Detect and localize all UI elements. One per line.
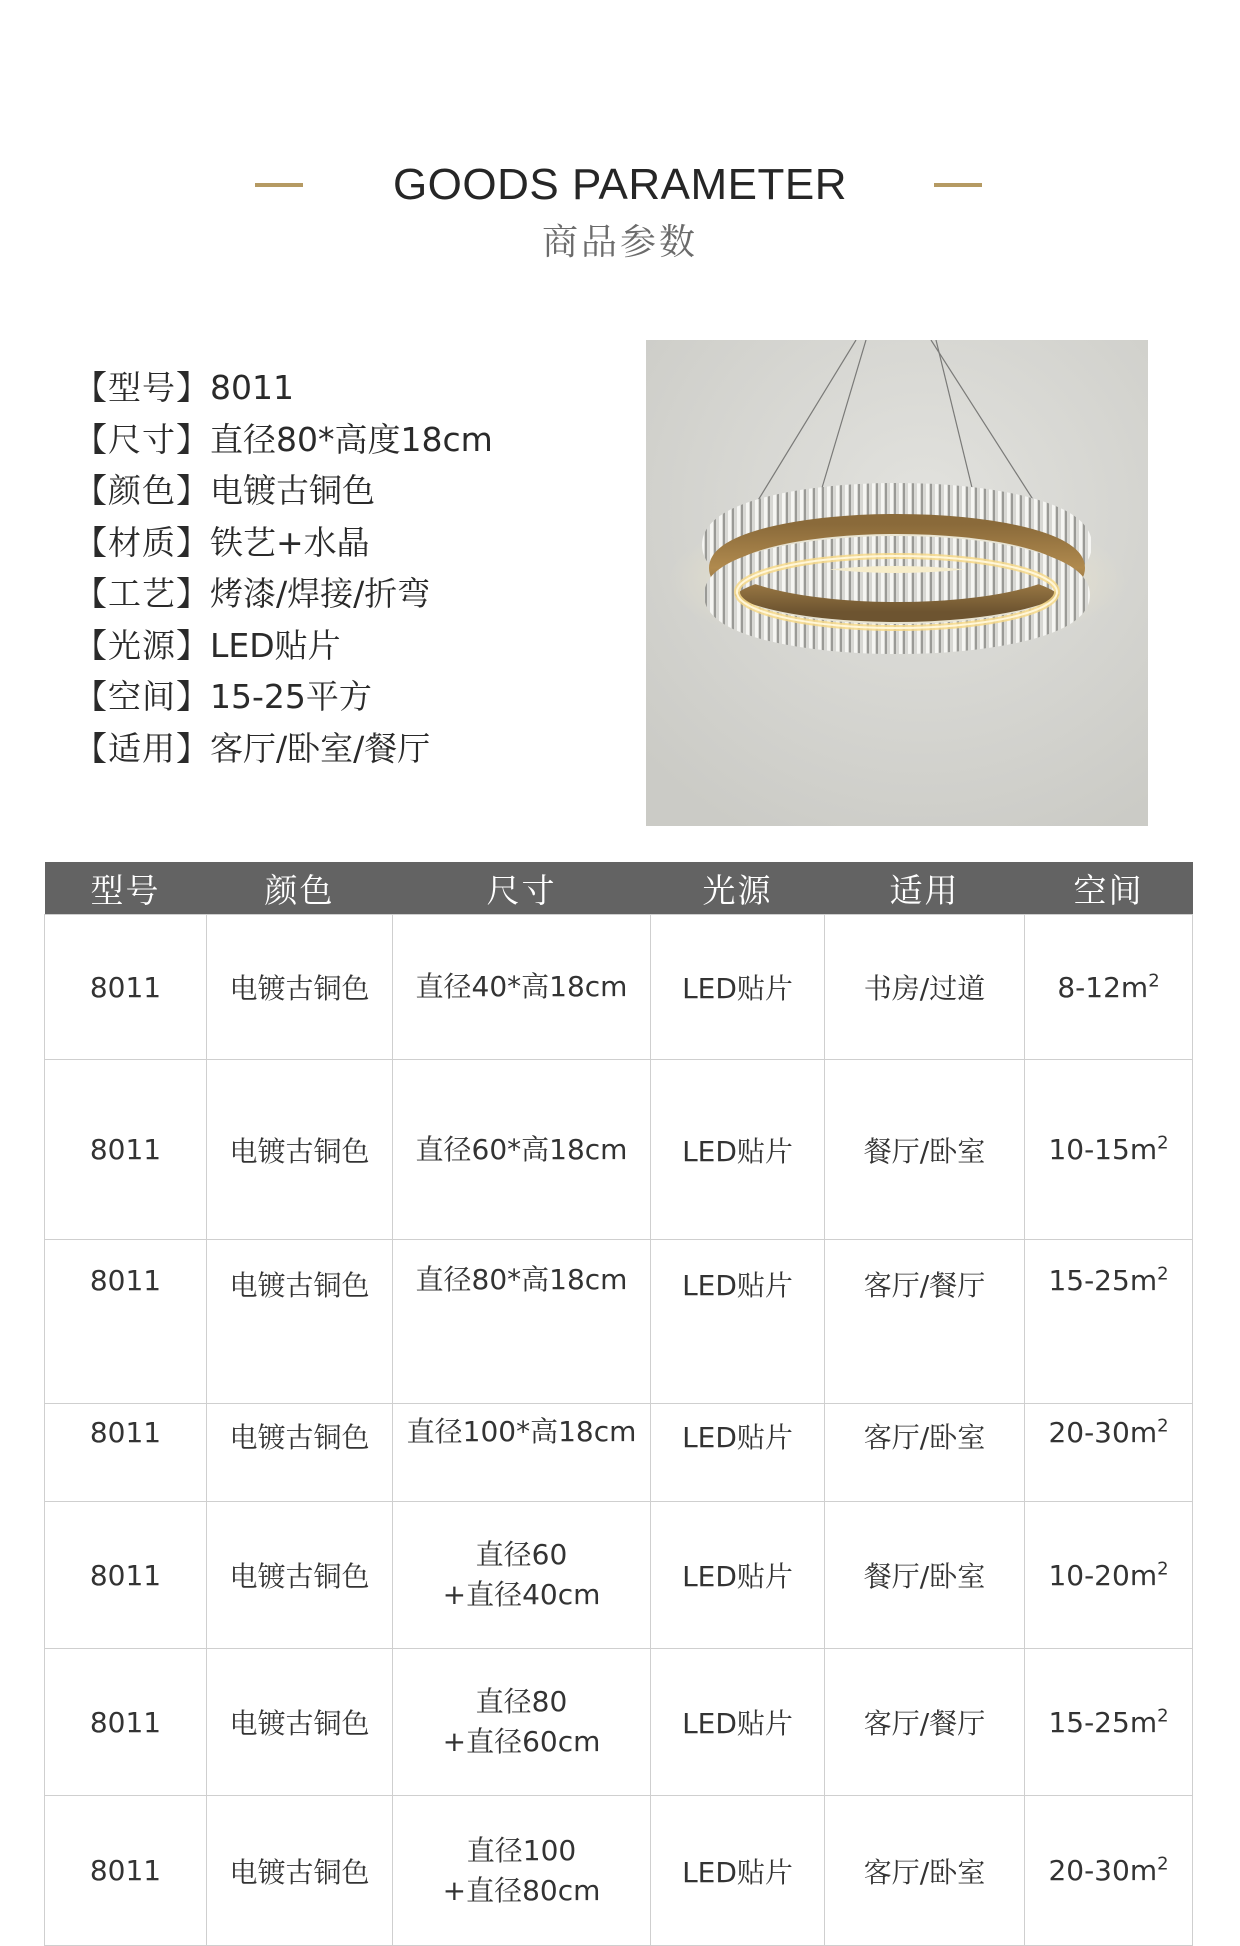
cell-color: 电镀古铜色 bbox=[207, 1502, 393, 1649]
cell-size bbox=[393, 1796, 651, 1946]
spec-key: 【适用】 bbox=[74, 728, 210, 768]
table-row bbox=[45, 1240, 1193, 1404]
cell-space bbox=[1025, 1796, 1193, 1946]
table-row bbox=[45, 1404, 1193, 1502]
spec-value: 电镀古铜色 bbox=[210, 471, 375, 510]
table-row bbox=[45, 1502, 1193, 1649]
cell-light: LED贴片 bbox=[651, 1404, 825, 1502]
cell-usage: 餐厅/卧室 bbox=[825, 1502, 1025, 1649]
space-value: 15-25m bbox=[1048, 1264, 1158, 1297]
cell-model: 8011 bbox=[45, 1649, 207, 1796]
size-line: +直径80cm bbox=[442, 1873, 601, 1907]
cell-color: 电镀古铜色 bbox=[207, 1060, 393, 1240]
unit-superscript: 2 bbox=[1157, 1853, 1169, 1875]
size-line: 直径60*高18cm bbox=[415, 1132, 628, 1166]
spec-key: 【型号】 bbox=[74, 368, 210, 407]
spec-key: 【尺寸】 bbox=[74, 419, 210, 459]
spec-key: 【材质】 bbox=[74, 522, 210, 562]
cell-model: 8011 bbox=[45, 915, 207, 1060]
size-line: 直径60 bbox=[475, 1538, 568, 1571]
column-header-space: 空间 bbox=[1025, 862, 1193, 915]
cell-space bbox=[1025, 1060, 1193, 1240]
unit-superscript: 2 bbox=[1148, 970, 1160, 992]
unit-superscript: 2 bbox=[1157, 1415, 1169, 1437]
cell-model: 8011 bbox=[45, 1404, 207, 1502]
size-line: 直径100 bbox=[466, 1833, 577, 1867]
column-header-light: 光源 bbox=[651, 862, 825, 915]
spec-row-color bbox=[74, 465, 614, 517]
spec-value: 烤漆/焊接/折弯 bbox=[210, 574, 431, 613]
space-value: 20-30m bbox=[1048, 1416, 1158, 1449]
cell-space bbox=[1025, 1404, 1193, 1502]
cell-usage: 客厅/餐厅 bbox=[825, 1240, 1025, 1404]
cell-light: LED贴片 bbox=[651, 915, 825, 1060]
cell-model: 8011 bbox=[45, 1796, 207, 1946]
table-header-row bbox=[45, 862, 1193, 915]
cell-model: 8011 bbox=[45, 1060, 207, 1240]
cell-color: 电镀古铜色 bbox=[207, 1404, 393, 1502]
spec-value: 15-25平方 bbox=[210, 677, 372, 716]
section-title-cn: 商品参数 bbox=[541, 222, 698, 263]
cell-light: LED贴片 bbox=[651, 1502, 825, 1649]
cell-size bbox=[393, 1060, 651, 1240]
size-line: 直径80*高18cm bbox=[415, 1263, 628, 1296]
table-row bbox=[45, 1060, 1193, 1240]
table-row bbox=[45, 915, 1193, 1060]
size-line: +直径40cm bbox=[442, 1578, 601, 1611]
column-header-usage: 适用 bbox=[825, 862, 1025, 915]
spec-key: 【工艺】 bbox=[74, 574, 210, 613]
space-value: 10-20m bbox=[1048, 1558, 1158, 1592]
space-value: 15-25m bbox=[1048, 1705, 1158, 1739]
spec-value: 铁艺+水晶 bbox=[210, 522, 370, 562]
spec-row-material bbox=[74, 517, 614, 569]
decorative-line-right bbox=[934, 183, 982, 187]
cell-size bbox=[393, 1240, 651, 1404]
spec-row-model bbox=[74, 362, 614, 414]
table-row bbox=[45, 1649, 1193, 1796]
cell-usage: 餐厅/卧室 bbox=[825, 1060, 1025, 1240]
unit-superscript: 2 bbox=[1157, 1558, 1169, 1580]
spec-key: 【空间】 bbox=[74, 677, 210, 716]
cell-usage: 客厅/卧室 bbox=[825, 1404, 1025, 1502]
cell-size bbox=[393, 1404, 651, 1502]
unit-superscript: 2 bbox=[1157, 1263, 1169, 1285]
space-value: 10-15m bbox=[1048, 1133, 1158, 1166]
unit-superscript: 2 bbox=[1157, 1705, 1169, 1727]
section-title-en: GOODS PARAMETER bbox=[392, 160, 848, 209]
spec-value: LED贴片 bbox=[210, 625, 341, 665]
spec-value: 直径80*高度18cm bbox=[210, 419, 493, 459]
size-line: 直径40*高18cm bbox=[415, 970, 628, 1003]
cell-usage: 客厅/卧室 bbox=[825, 1796, 1025, 1946]
cell-light: LED贴片 bbox=[651, 1060, 825, 1240]
size-line: +直径60cm bbox=[442, 1725, 601, 1758]
cell-color: 电镀古铜色 bbox=[207, 1796, 393, 1946]
cell-color: 电镀古铜色 bbox=[207, 1649, 393, 1796]
size-line: 直径100*高18cm bbox=[406, 1415, 637, 1448]
cell-space bbox=[1025, 1240, 1193, 1404]
space-value: 20-30m bbox=[1048, 1854, 1158, 1887]
cell-model: 8011 bbox=[45, 1240, 207, 1404]
cell-space bbox=[1025, 915, 1193, 1060]
spec-key: 【颜色】 bbox=[74, 471, 210, 510]
parameter-table bbox=[44, 862, 1193, 1946]
column-header-model: 型号 bbox=[45, 862, 207, 915]
cell-space bbox=[1025, 1649, 1193, 1796]
spec-row-light bbox=[74, 620, 614, 672]
cell-size bbox=[393, 915, 651, 1060]
spec-row-usage bbox=[74, 723, 614, 775]
cell-color: 电镀古铜色 bbox=[207, 1240, 393, 1404]
cell-size bbox=[393, 1649, 651, 1796]
cell-color: 电镀古铜色 bbox=[207, 915, 393, 1060]
cell-size bbox=[393, 1502, 651, 1649]
cell-space bbox=[1025, 1502, 1193, 1649]
spec-key: 【光源】 bbox=[74, 625, 210, 665]
column-header-size: 尺寸 bbox=[393, 862, 651, 915]
spec-list bbox=[74, 362, 614, 774]
spec-row-size bbox=[74, 414, 614, 466]
cell-usage: 书房/过道 bbox=[825, 915, 1025, 1060]
table-row bbox=[45, 1796, 1193, 1946]
crystal-ring-chandelier-icon bbox=[646, 340, 1148, 826]
section-header bbox=[0, 150, 1240, 280]
cell-light: LED贴片 bbox=[651, 1649, 825, 1796]
product-image bbox=[646, 340, 1148, 826]
spec-value: 客厅/卧室/餐厅 bbox=[210, 728, 431, 768]
spec-row-space bbox=[74, 671, 614, 723]
cell-light: LED贴片 bbox=[651, 1240, 825, 1404]
spec-value: 8011 bbox=[210, 368, 294, 407]
size-line: 直径80 bbox=[475, 1685, 568, 1718]
cell-light: LED贴片 bbox=[651, 1796, 825, 1946]
space-value: 8-12m bbox=[1057, 970, 1149, 1004]
cell-usage: 客厅/餐厅 bbox=[825, 1649, 1025, 1796]
spec-row-craft bbox=[74, 568, 614, 620]
cell-model: 8011 bbox=[45, 1502, 207, 1649]
unit-superscript: 2 bbox=[1157, 1132, 1169, 1154]
column-header-color: 颜色 bbox=[207, 862, 393, 915]
